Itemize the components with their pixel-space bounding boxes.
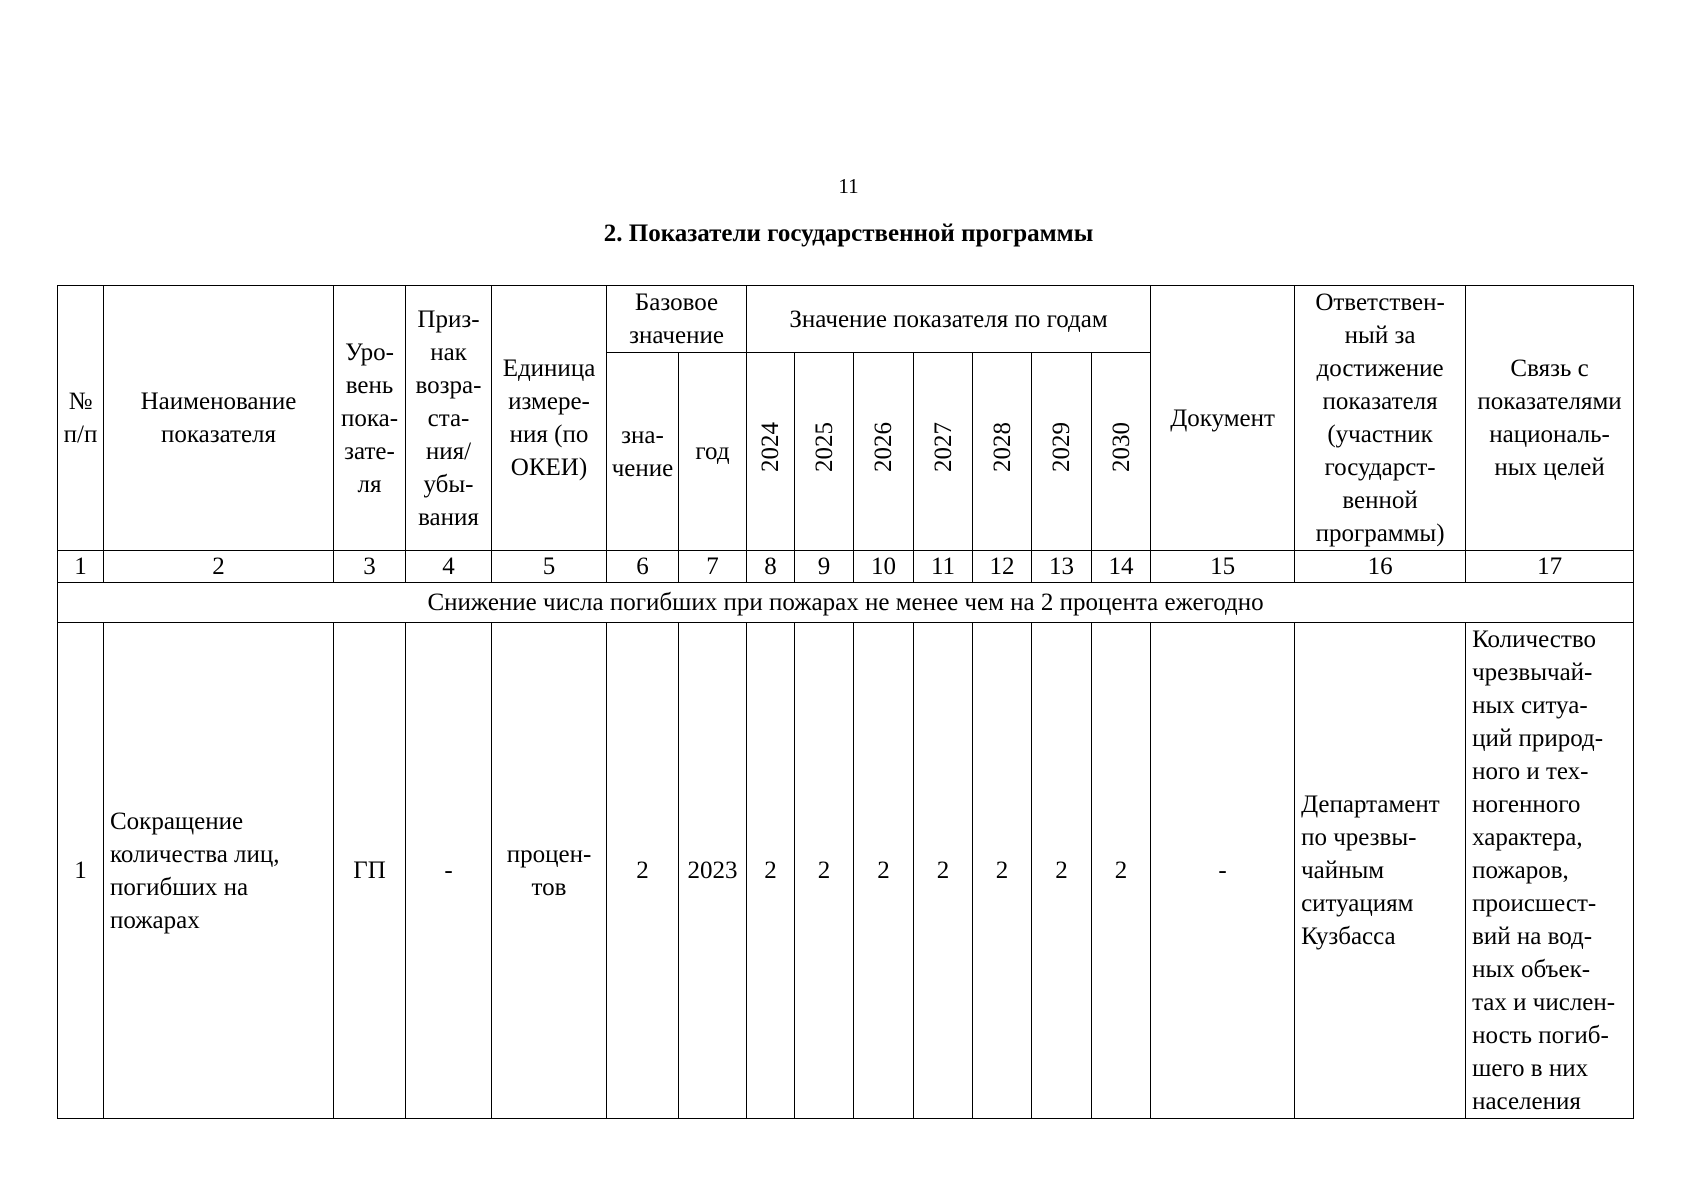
header-base-value [607,353,679,551]
text-line: процен- [506,840,592,868]
text-line: националь- [1489,421,1610,448]
column-number: 12 [973,551,1032,583]
row-value-2025: 2 [795,623,854,1119]
text-line: Приз- [417,305,480,333]
column-number: 15 [1151,551,1295,583]
text-line: вень [345,371,394,399]
row-value-2030: 2 [1092,623,1151,1119]
header-document: Документ [1151,286,1295,551]
row-value-2029: 2 [1032,623,1092,1119]
header-base [607,286,747,353]
text-line: по чрезвы- [1301,824,1417,851]
text-line: количества лиц, [110,840,280,868]
row-unit [492,623,607,1119]
page-title: 2. Показатели государственной программы [603,220,1094,247]
row-value-2027: 2 [914,623,973,1119]
text-line: ного и тех- [1472,758,1589,785]
text-line: п/п [63,421,98,448]
text-line: пожаров, [1472,857,1569,884]
column-number: 4 [406,551,492,583]
text-line: ных объек- [1472,956,1591,983]
text-line: чрезвычай- [1472,659,1593,686]
header-year-2029: 2029 [1032,353,1092,551]
text-line: достижение [1316,355,1444,382]
text-line: Кузбасса [1301,923,1396,950]
header-by-years: Значение показателя по годам [747,286,1151,353]
row-base-value: 2 [607,623,679,1119]
column-number: 10 [854,551,914,583]
text-line: происшест- [1472,890,1597,917]
column-numbers-row [58,551,1634,583]
column-number: 14 [1092,551,1151,583]
text-line: значение [629,322,724,350]
text-line: ных целей [1494,454,1605,481]
text-line: показателями [1477,388,1622,415]
text-line: Единица [502,355,596,382]
text-line: ногенного [1472,791,1581,818]
text-line: возра- [415,371,482,399]
text-line: ситуациям [1301,890,1414,917]
text-line: венной [1342,487,1418,514]
text-line: вания [418,503,479,531]
text-line: ных ситуа- [1472,692,1588,719]
table-row [58,623,1634,1119]
text-line: ций природ- [1472,725,1604,752]
header-responsible [1295,286,1466,551]
text-line: (участник [1327,421,1433,448]
header-trend [406,286,492,551]
text-line: измере- [508,388,590,415]
text-line: Департамент [1301,791,1440,818]
column-number: 1 [58,551,104,583]
text-line: пожарах [110,906,200,934]
text-line: Сокращение [110,807,244,835]
section-title: Снижение числа погибших при пожарах не менее чем на 2 процента ежегодно [58,583,1634,623]
row-link [1466,623,1634,1119]
text-line: шего в них [1472,1055,1589,1082]
text-line: нак [430,338,467,366]
text-line: убы- [423,470,474,498]
text-line: государст- [1324,454,1436,481]
text-line: Уро- [345,338,394,366]
text-line: показателя [1322,388,1438,415]
header-unit [492,286,607,551]
row-value-2026: 2 [854,623,914,1119]
header-year-2026: 2026 [854,353,914,551]
text-line: ста- [427,404,470,432]
text-line: Количество [1472,626,1596,653]
text-line: ОКЕИ) [510,454,588,481]
text-line: Наименование [140,388,297,415]
header-num [58,286,104,551]
row-num: 1 [58,623,104,1119]
row-value-2028: 2 [973,623,1032,1119]
column-number: 13 [1032,551,1092,583]
column-number: 2 [104,551,334,583]
text-line: чение [611,454,674,482]
row-responsible [1295,623,1466,1119]
header-year-2024: 2024 [747,353,795,551]
row-trend: - [406,623,492,1119]
column-number: 16 [1295,551,1466,583]
text-line: программы) [1315,520,1445,547]
column-number: 7 [679,551,747,583]
text-line: характера, [1472,824,1583,851]
row-name [104,623,334,1119]
row-level: ГП [334,623,406,1119]
text-line: Связь с [1510,355,1589,382]
column-number: 5 [492,551,607,583]
text-line: ность погиб- [1472,1022,1609,1049]
text-line: ния/ [425,437,472,465]
column-number: 17 [1466,551,1634,583]
text-line: ния (по [509,421,589,448]
header-base-year: год [679,353,747,551]
text-line: населения [1472,1088,1581,1115]
text-line: тов [531,873,567,901]
header-year-2030: 2030 [1092,353,1151,551]
text-line: ля [357,470,382,498]
text-line: вий на вод- [1472,923,1593,950]
header-year-2025: 2025 [795,353,854,551]
text-line: Ответствен- [1315,289,1445,316]
header-year-2027: 2027 [914,353,973,551]
text-line: пока- [340,404,399,432]
row-base-year: 2023 [679,623,747,1119]
header-year-2028: 2028 [973,353,1032,551]
header-link [1466,286,1634,551]
text-line: зна- [621,421,664,449]
column-number: 6 [607,551,679,583]
text-line: тах и числен- [1472,989,1616,1016]
text-line: ный за [1344,322,1416,349]
header-name [104,286,334,551]
column-number: 8 [747,551,795,583]
text-line: зате- [344,437,395,465]
column-number: 3 [334,551,406,583]
row-value-2024: 2 [747,623,795,1119]
text-line: погибших на [110,873,249,901]
text-line: чайным [1301,857,1385,884]
text-line: № [68,388,93,415]
text-line: показателя [160,421,277,448]
text-line: Базовое [634,289,719,317]
row-document: - [1151,623,1295,1119]
page-number: 11 [838,174,859,198]
header-level [334,286,406,551]
indicators-table [57,285,1634,1119]
column-number: 9 [795,551,854,583]
column-number: 11 [914,551,973,583]
